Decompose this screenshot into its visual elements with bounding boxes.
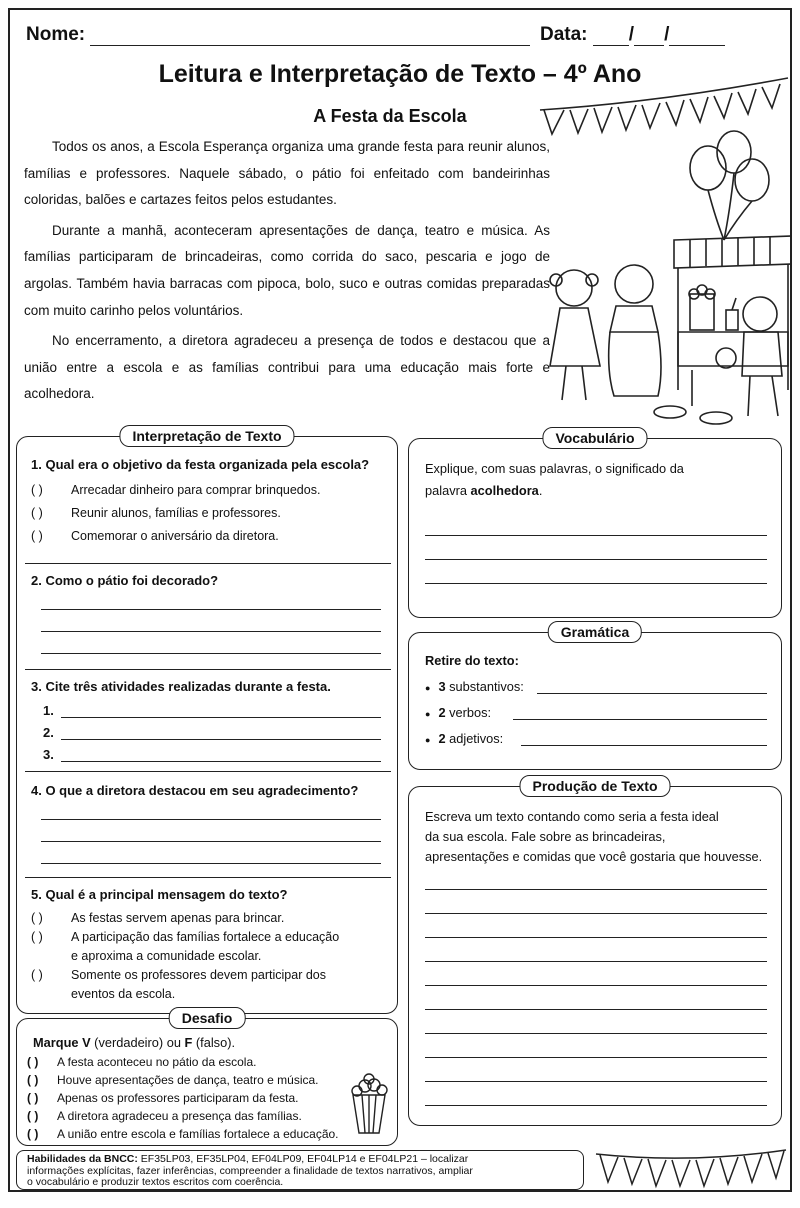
- gramatica-item: [425, 677, 524, 698]
- answer-line[interactable]: [41, 841, 381, 842]
- desafio-section: [16, 1010, 398, 1146]
- food-stall-icon: [674, 236, 792, 390]
- item-label: A união entre escola e famílias fortalece a educação.: [57, 1127, 339, 1141]
- checkbox[interactable]: ( ): [31, 911, 43, 925]
- instruction-text: V: [82, 1035, 91, 1050]
- divider: [25, 669, 391, 670]
- answer-line[interactable]: [41, 819, 381, 820]
- vocabulario-section: [408, 430, 782, 618]
- list-number: 1.: [43, 703, 54, 718]
- desafio-item[interactable]: [27, 1091, 298, 1105]
- vocabulario-instruction: Explique, com suas palavras, o significado da: [425, 461, 684, 476]
- list-number: 2.: [43, 725, 54, 740]
- answer-line[interactable]: [425, 961, 767, 962]
- answer-line[interactable]: [425, 913, 767, 914]
- answer-line[interactable]: [425, 559, 767, 560]
- checkbox[interactable]: ( ): [27, 1109, 39, 1123]
- target-word: acolhedora: [470, 483, 539, 498]
- bncc-line: EF35LP03, EF35LP04, EF04LP09, EF04LP14 e EF04LP21 – localizar: [137, 1153, 469, 1165]
- option-label: Reunir alunos, famílias e professores.: [71, 506, 281, 520]
- answer-line[interactable]: [425, 1105, 767, 1106]
- answer-line[interactable]: [425, 583, 767, 584]
- answer-line[interactable]: [537, 693, 767, 694]
- option-item[interactable]: [31, 911, 284, 925]
- answer-line[interactable]: [425, 1033, 767, 1034]
- checkbox[interactable]: ( ): [31, 483, 43, 497]
- popcorn-icon: [347, 1073, 391, 1135]
- question-1: 1. Qual era o objetivo da festa organizada pela escola?: [31, 457, 370, 472]
- gramatica-item: [425, 729, 503, 750]
- bunting-bottom-icon: [594, 1146, 788, 1190]
- option-label: A participação das famílias fortalece a educação: [71, 930, 340, 944]
- answer-line[interactable]: [61, 761, 381, 762]
- desafio-item[interactable]: [27, 1073, 319, 1087]
- story-paragraph: Todos os anos, a Escola Esperança organiza uma grande festa para reunir alunos, famílias e professores. Naquele sábado, o pátio foi enfeitado com bandeirinhas coloridas, balões e cartazes feitos pelos estudantes.: [24, 139, 550, 208]
- checkbox[interactable]: ( ): [27, 1091, 39, 1105]
- option-item[interactable]: [31, 483, 320, 497]
- date-field: [540, 24, 725, 46]
- date-separator: /: [664, 24, 670, 45]
- question-2: 2. Como o pátio foi decorado?: [31, 573, 219, 588]
- bncc-label: Habilidades da BNCC:: [27, 1153, 138, 1165]
- option-item[interactable]: [31, 930, 339, 944]
- desafio-item[interactable]: [27, 1109, 302, 1123]
- option-label: Somente os professores devem participar dos: [71, 968, 326, 982]
- bunting-flags-icon: [544, 84, 780, 134]
- checkbox[interactable]: ( ): [27, 1073, 39, 1087]
- section-tag: Desafio: [169, 1007, 246, 1029]
- answer-line[interactable]: [41, 863, 381, 864]
- date-year-line[interactable]: [669, 25, 725, 46]
- name-field: [26, 24, 530, 46]
- answer-line[interactable]: [41, 609, 381, 610]
- story-text: [24, 134, 550, 412]
- gramatica-section: [408, 624, 782, 770]
- interpretacao-section: [16, 428, 398, 1014]
- answer-line[interactable]: [425, 937, 767, 938]
- option-label-continued: e aproxima a comunidade escolar.: [71, 949, 262, 963]
- desafio-instruction: [33, 1033, 235, 1053]
- option-item[interactable]: [31, 529, 279, 543]
- list-number: 3.: [43, 747, 54, 762]
- divider: [25, 877, 391, 878]
- producao-instruction: apresentações e comidas que você gostaria que houvesse.: [425, 849, 763, 864]
- item-count: 2: [438, 731, 446, 746]
- balloons-icon: [690, 131, 769, 240]
- name-line[interactable]: [90, 25, 530, 46]
- answer-line[interactable]: [41, 653, 381, 654]
- section-tag: Gramática: [548, 621, 642, 643]
- boy-in-sack-icon: [609, 265, 661, 396]
- producao-instruction: Escreva um texto contando como seria a festa ideal: [425, 809, 719, 824]
- checkbox[interactable]: ( ): [31, 506, 43, 520]
- date-label: Data:: [540, 24, 588, 45]
- bncc-line: informações explícitas, fazer inferências, compreender a finalidade de textos narrativos, ampliar: [27, 1164, 473, 1177]
- item-label: Houve apresentações de dança, teatro e música.: [57, 1073, 319, 1087]
- worksheet-page: [8, 8, 792, 1192]
- answer-line[interactable]: [41, 631, 381, 632]
- bullet-icon: ●: [425, 735, 431, 745]
- page-title: Leitura e Interpretação de Texto – 4º Ano: [158, 60, 642, 88]
- option-item[interactable]: [31, 968, 326, 982]
- gramatica-instruction: Retire do texto:: [425, 653, 519, 668]
- answer-line[interactable]: [425, 1057, 767, 1058]
- desafio-item[interactable]: [27, 1055, 256, 1069]
- item-label: verbos:: [445, 705, 492, 720]
- bncc-line: o vocabulário e produzir textos escritos com coerência.: [27, 1176, 284, 1188]
- section-tag: Vocabulário: [542, 427, 647, 449]
- checkbox[interactable]: ( ): [31, 930, 43, 944]
- name-label: Nome:: [26, 24, 86, 45]
- answer-line[interactable]: [521, 745, 767, 746]
- option-item[interactable]: [31, 506, 281, 520]
- story-paragraph: Durante a manhã, aconteceram apresentações de dança, teatro e música. As famílias participaram de brincadeiras, como corrida do saco, pescaria e jogo de argolas. Também havia barracas com pipoca, bolo, suco e outras comidas preparadas com muito carinho pelos voluntários.: [24, 222, 550, 318]
- item-label: A diretora agradeceu a presença das famílias.: [57, 1109, 302, 1123]
- instruction-text: (falso).: [192, 1035, 236, 1050]
- answer-line[interactable]: [425, 889, 767, 890]
- item-count: 3: [438, 679, 446, 694]
- option-label-continued: eventos da escola.: [71, 987, 176, 1001]
- answer-line[interactable]: [425, 1081, 767, 1082]
- checkbox[interactable]: ( ): [27, 1127, 39, 1141]
- date-month-line[interactable]: [634, 25, 664, 46]
- instruction-text: palavra: [425, 483, 471, 498]
- answer-line[interactable]: [425, 985, 767, 986]
- date-separator: /: [628, 24, 635, 45]
- item-label: A festa aconteceu no pátio da escola.: [57, 1055, 257, 1069]
- answer-line[interactable]: [425, 1009, 767, 1010]
- desafio-item[interactable]: [27, 1127, 339, 1141]
- producao-instruction: da sua escola. Fale sobre as brincadeiras,: [425, 829, 666, 844]
- bullet-icon: ●: [425, 683, 431, 693]
- item-label: adjetivos:: [445, 731, 504, 746]
- ring-toss-icon: [654, 370, 732, 424]
- instruction-text: F: [184, 1035, 193, 1050]
- instruction-text: (verdadeiro) ou: [90, 1035, 185, 1050]
- item-label: Apenas os professores participaram da festa.: [57, 1091, 299, 1105]
- story-paragraph: No encerramento, a diretora agradeceu a presença de todos e destacou que a união entre a escola e as famílias contribui para uma educação mais forte e acolhedora.: [24, 333, 550, 402]
- date-day-line[interactable]: [593, 25, 629, 46]
- festival-illustration: [530, 70, 792, 430]
- option-label: Arrecadar dinheiro para comprar brinquedos.: [71, 483, 321, 497]
- item-count: 2: [438, 705, 446, 720]
- question-5: 5. Qual é a principal mensagem do texto?: [31, 887, 288, 902]
- answer-line[interactable]: [61, 717, 381, 718]
- section-tag: Interpretação de Texto: [119, 425, 294, 447]
- bullet-icon: ●: [425, 709, 431, 719]
- bncc-footer: [16, 1150, 584, 1190]
- checkbox[interactable]: ( ): [31, 529, 43, 543]
- answer-line[interactable]: [61, 739, 381, 740]
- producao-section: [408, 778, 782, 1126]
- bncc-text: [27, 1154, 577, 1189]
- checkbox[interactable]: ( ): [31, 968, 43, 982]
- instruction-text: .: [538, 483, 543, 498]
- item-label: substantivos:: [445, 679, 524, 694]
- answer-line[interactable]: [425, 535, 767, 536]
- girl-icon: [550, 270, 600, 400]
- divider: [25, 563, 391, 564]
- question-3: 3. Cite três atividades realizadas durante a festa.: [31, 679, 331, 694]
- vocabulario-instruction: [425, 481, 542, 501]
- gramatica-item: [425, 703, 491, 724]
- story-title: A Festa da Escola: [313, 106, 467, 126]
- instruction-text: Marque: [33, 1035, 83, 1050]
- answer-line[interactable]: [513, 719, 767, 720]
- option-label: Comemorar o aniversário da diretora.: [71, 529, 279, 543]
- section-tag: Produção de Texto: [520, 775, 671, 797]
- question-4: 4. O que a diretora destacou em seu agradecimento?: [31, 783, 359, 798]
- divider: [25, 771, 391, 772]
- option-label: As festas servem apenas para brincar.: [71, 911, 285, 925]
- checkbox[interactable]: ( ): [27, 1055, 39, 1069]
